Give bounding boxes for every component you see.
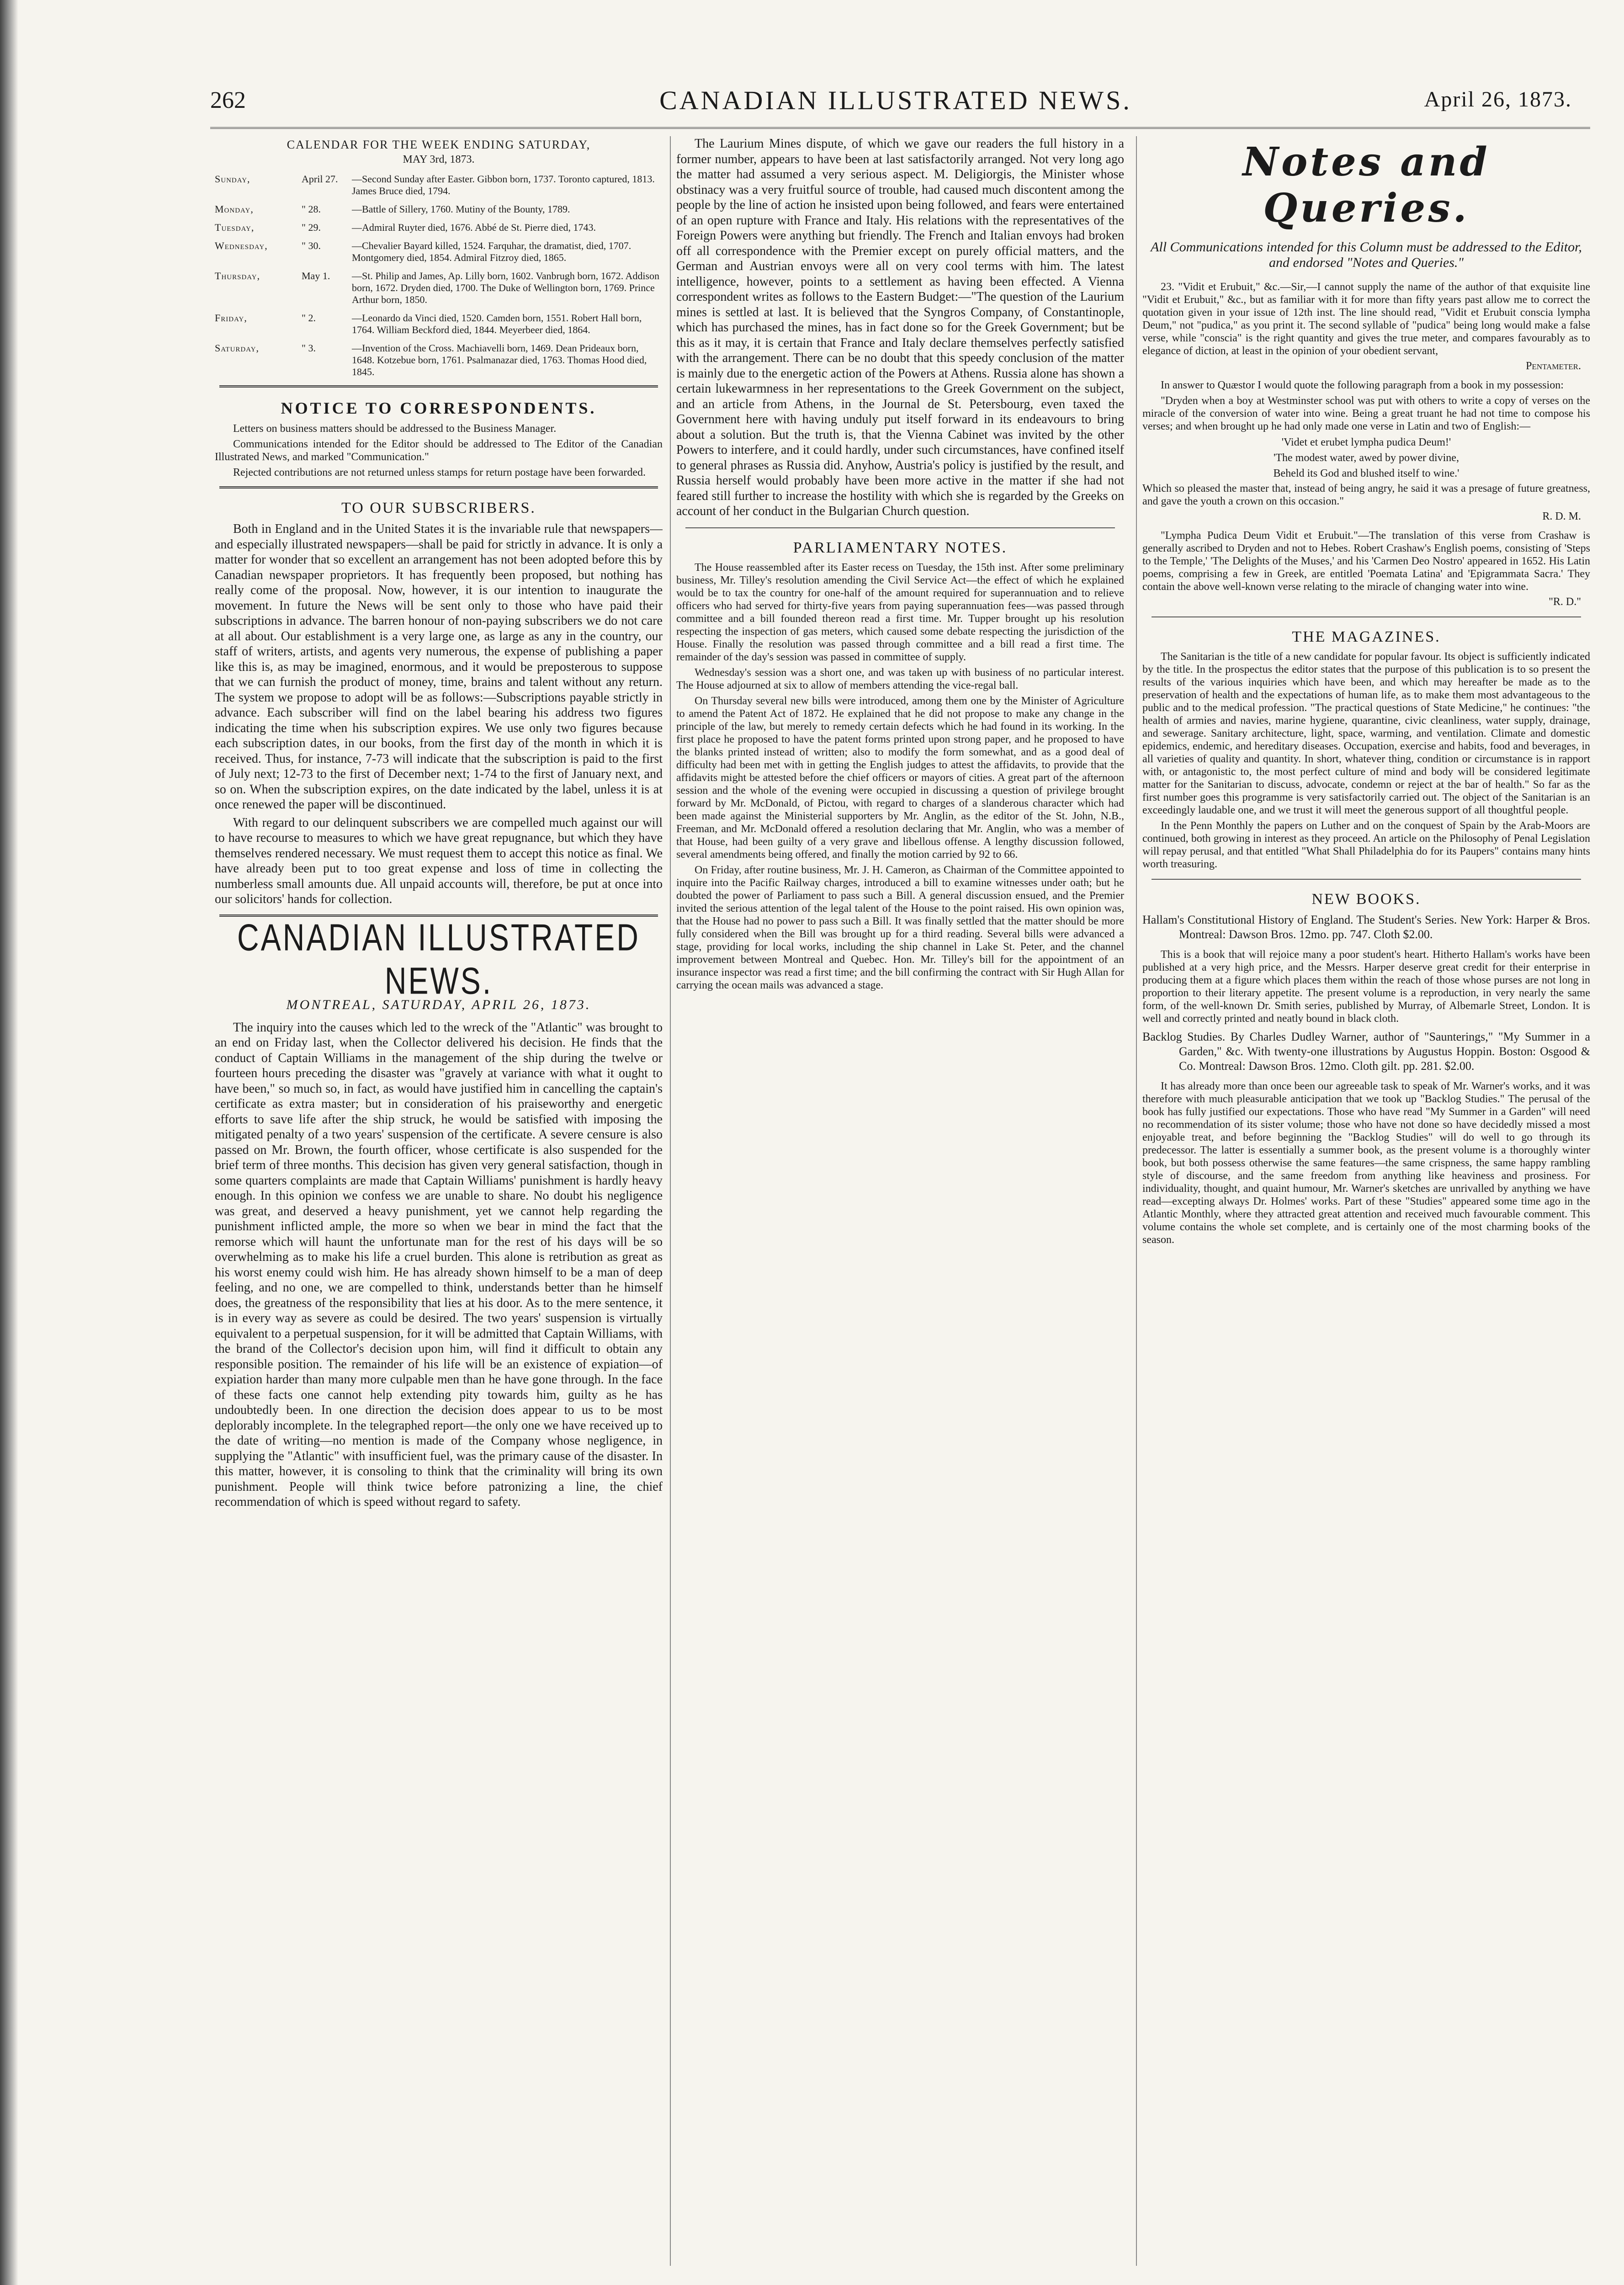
calendar-row bbox=[215, 312, 663, 336]
calendar-text: —Leonardo da Vinci died, 1520. Camden born, 1551. Robert Hall born, 1764. William Beckford died, 1844. Meyerbeer died, 1864. bbox=[352, 312, 642, 335]
calendar-title: CALENDAR FOR THE WEEK ENDING SATURDAY, bbox=[287, 138, 591, 151]
page-header bbox=[192, 82, 1599, 119]
subscribers-paragraph: With regard to our delinquent subscribers we are compelled much against our will to have recourse to measures to which we have great repugnance, but which they have themselves rendered necessary. We must request them to accept this notice as final. We have already been put to too great expense and loss of time in collecting the numberless small amounts due. All unpaid accounts will, therefore, be put at once into our solicitors' hands for collection. bbox=[215, 815, 663, 906]
calendar-row bbox=[215, 203, 663, 215]
calendar-date: May 1. bbox=[302, 270, 330, 282]
signature: Pentameter. bbox=[1526, 360, 1581, 372]
calendar-subtitle: MAY 3rd, 1873. bbox=[403, 154, 475, 165]
book-review: It has already more than once been our agreeable task to speak of Mr. Warner's works, and it was therefore with much pleasurable anticipation that we took up "Backlog Studies." The perusal of the book has fully justified our expectations. Those who have read "My Summer in a Garden" will need no recommendation of its sister volume; those who have not done so have decidedly missed a most enjoyable treat, and before beginning the "Backlog Studies" will do well to go through its predecessor. The latter is essentially a summer book, as the present volume is a thoroughly winter book, but both possess otherwise the same features—the same crispness, the same happy rambling style of discourse, and the same freedom from anything like heaviness and prosiness. For individuality, thought, and quaint humour, Mr. Warner's sketches are unrivalled by anything we have read—excepting always Dr. Holmes' works. Part of these "Studies" appeared some time ago in the Atlantic Monthly, where they attracted great attention and received much favourable comment. This volume contains the whole set complete, and is certainly one of the most charming books of the season. bbox=[1142, 1080, 1590, 1246]
calendar-day: Saturday, bbox=[215, 342, 260, 354]
paper-dateline: MONTREAL, SATURDAY, APRIL 26, 1873. bbox=[286, 997, 591, 1012]
parliament-paragraph: On Thursday several new bills were introduced, among them one by the Minister of Agriculture to amend the Patent Act of 1872. He explained that he did not propose to make any change in the principle of the law, but merely to remedy certain defects which he had found in its working. In the first place he proposed to have the patent forms printed upon strong paper, and he proposed to have the blanks printed instead of written; also to modify the form somewhat, and as a good deal of difficulty had been met with in getting the English judges to attest the affidavits, to provide that the affidavits might be attested before the chief officers or mayors of cities. A great part of the afternoon session and the whole of the evening were occupied in discussing a question of privilege brought forward by Mr. McDonald, of Pictou, with regard to charges of a slanderous character which had been made against the Ministerial supporters by Mr. Anglin, as the editor of the St. John, N.B., Freeman, and Mr. McDonald offered a resolution declaring that Mr. Anglin, who was a member of that House, had been guilty of a very grave and libellous offense. A lengthy discussion followed, several amendments being offered, and finally the motion carried by 92 to 66. bbox=[676, 695, 1124, 861]
calendar-date: " 3. bbox=[302, 342, 316, 354]
column-left bbox=[215, 136, 663, 2275]
notes-paragraph: In answer to Quæstor I would quote the following paragraph from a book in my possession: bbox=[1161, 379, 1564, 391]
calendar-text: —Admiral Ruyter died, 1676. Abbé de St. Pierre died, 1743. bbox=[352, 222, 596, 233]
calendar-row bbox=[215, 240, 663, 264]
book-entry: Backlog Studies. By Charles Dudley Warner, author of "Saunterings," "My Summer in a Garden," &c. With twenty-one illustrations by Augustus Hoppin. Boston: Osgood & Co. Montreal: Dawson Bros. 12mo. Cloth gilt. pp. 281. $2.00. bbox=[1142, 1030, 1590, 1073]
calendar-date: " 30. bbox=[302, 240, 321, 251]
magazines-paragraph: The Sanitarian is the title of a new candidate for popular favour. Its object is sufficiently indicated by the title. In the prospectus the editor states that the purpose of this publication is to so present the results of the various inquiries which have been, and which may hereafter be made as to the preservation of health and the expectations of human life, as to make them most advantageous to the public and to the medical profession. "The practical questions of State Medicine," he continues: "the health of armies and navies, marine hygiene, quarantine, civic cleanliness, water supply, drainage, and sewerage. Sanitary architecture, light, space, warming, and ventilation. Climate and domestic epidemics, endemic, and hereditary diseases. Occupation, exercise and habits, food and beverages, in all varieties of quality and quantity. In short, whatever thing, condition or circumstance is in rapport with, or antagonistic to, the most perfect culture of mind and body will be considered legitimate matter for the Sanitarian to discuss, advocate, condemn or reject at the bar of health." So far as the first number goes this programme is very satisfactorily carried out. The object of the Sanitarian is an exceedingly laudable one, and we trust it will meet the generous support of all thoughtful people. bbox=[1142, 651, 1590, 816]
notes-queries-heading: Notes and Queries. bbox=[1242, 139, 1490, 231]
magazines-paragraph: In the Penn Monthly the papers on Luther and on the conquest of Spain by the Arab-Moors are continued, both growing in interest as they proceed. An article on the Philosophy of Penal Legislation will repay perusal, and that entitled "What Shall Philadelphia do for its Paupers" contains many hints worth treasuring. bbox=[1142, 820, 1590, 870]
calendar-row bbox=[215, 222, 663, 234]
calendar-text: —Invention of the Cross. Machiavelli born, 1469. Dean Prideaux born, 1648. Kotzebue born, 1761. Psalmanazar died, 1763. Thomas Hood died, 1845. bbox=[352, 342, 647, 377]
header-rule bbox=[210, 127, 1590, 129]
calendar-text: —St. Philip and James, Ap. Lilly born, 1602. Vanbrugh born, 1672. Addison born, 1672. Dryden died, 1700. The Duke of Wellington born, 1769. Prince Arthur born, 1850. bbox=[352, 270, 660, 305]
section-rule bbox=[219, 385, 658, 388]
column-divider bbox=[670, 136, 671, 2266]
books-heading: NEW BOOKS. bbox=[1311, 891, 1421, 908]
calendar-text: —Chevalier Bayard killed, 1524. Farquhar, the dramatist, died, 1707. Montgomery died, 1854. Admiral Fitzroy died, 1865. bbox=[352, 240, 632, 263]
editorial-laurium: The Laurium Mines dispute, of which we gave our readers the full history in a former number, appears to have been at last satisfactorily arranged. Not very long ago the matter had assumed a very serious aspect. M. Deligiorgis, the Minister whose obstinacy was a very fruitful source of trouble, had caused much discontent among the people by the line of action he insisted upon being followed, and fears were entertained of an open rupture with France and Italy. His relations with the representatives of the Foreign Powers were anything but friendly. The French and Italian envoys had broken off all correspondence with the Premier except on purely official matters, and the German and Austrian envoys were all on very cool terms with him. The latest intelligence, however, points to a settlement as having been effected. A Vienna correspondent writes as follows to the Eastern Budget:—"The question of the Laurium mines is settled at last. It is believed that the Syngros Company, of Constantinople, which has purchased the mines, has in fact done so for the Greek Government; but be this as it may, it is certain that France and Italy declare themselves perfectly satisfied with the arrangement. There can be no doubt that this speedy conclusion of the matter is mainly due to the energetic action of the Powers at Athens. Russia alone has shown a certain lukewarmness in her representations to the Greek Government on the subject, and an article from Athens, in the Journal de St. Petersbourg, even taxed the Government here with having unduly put itself forward in its endeavours to bring about a solution. But the truth is, that the Vienna Cabinet was invited by the other Powers to interfere, and it could hardly, under such circumstances, have confined itself to general phrases as Russia did. Anyhow, Austria's policy is justified by the result, and Russia herself would probably have been more active in the matter if she had not feared still further to increase the hostility with which she is regarded by the Greeks on account of her conduct in the Bulgarian Church question. bbox=[676, 137, 1124, 518]
calendar-date: April 27. bbox=[302, 173, 338, 185]
calendar-text: —Second Sunday after Easter. Gibbon born, 1737. Toronto captured, 1813. James Bruce died, 1794. bbox=[352, 173, 655, 197]
page-edge-shadow bbox=[0, 0, 18, 2285]
column-middle bbox=[676, 136, 1124, 2275]
book-entry: Hallam's Constitutional History of England. The Student's Series. New York: Harper & Bros. Montreal: Dawson Bros. 12mo. pp. 747. Cloth $2.00. bbox=[1142, 913, 1590, 941]
signature: R. D. M. bbox=[1542, 510, 1581, 522]
calendar-day: Tuesday, bbox=[215, 222, 255, 233]
calendar-text: —Battle of Sillery, 1760. Mutiny of the Bounty, 1789. bbox=[352, 203, 570, 215]
notes-paragraph: "Lympha Pudica Deum Vidit et Erubuit."—The translation of this verse from Crashaw is generally ascribed to Dryden and not to Hebes. Robert Crashaw's English poems, consisting of 'Steps to the Temple,' 'The Delights of the Muses,' and his 'Carmen Deo Nostro' appeared in 1652. His Latin poems, comprising a few in Greek, are entitled 'Poemata Latina' and 'Epigrammata Sacra.' They contain the above well-known verse relating to the miracle of changing water into wine. bbox=[1142, 530, 1590, 593]
calendar-date: " 2. bbox=[302, 312, 316, 324]
section-rule bbox=[219, 486, 658, 489]
calendar-day: Wednesday, bbox=[215, 240, 268, 251]
subscribers-paragraph: Both in England and in the United States it is the invariable rule that newspapers—and especially illustrated newspapers—shall be paid for strictly in advance. It is only a matter for wonder that so excellent an arrangement has not been adopted before this by Canadian newspaper proprietors. It has frequently been proposed, but nothing has really come of the proposal. Now, however, it is our intention to inaugurate the movement. In future the News will be sent only to those who have paid their subscriptions in advance. The barren honour of non-paying subscribers we do not care at all about. Our establishment is a very large one, as large as any in the country, our staff of writers, artists, and agents very numerous, the expense of publishing a paper like this is, as may be imagined, enormous, and it would be preposterous to suppose that we can furnish the product of money, time, brains and talent without any return. The system we propose to adopt will be as follows:—Subscriptions payable strictly in advance. Each subscriber will find on the label bearing his address two figures indicating the time when his subscription expires. We use only two figures because each subscription dates, in our books, from the first day of the month in which it is received. Thus, for instance, 7-73 will indicate that the subscription is paid to the first of July next; 12-73 to the first of December next; 1-74 to the first of January next, and so on. When the subscription expires, on the date indicated by the label, unless it is at once renewed the paper will be discontinued. bbox=[215, 522, 663, 812]
calendar-day: Monday, bbox=[215, 203, 254, 215]
notes-paragraph: 23. "Vidit et Erubuit," &c.—Sir,—I cannot supply the name of the author of that exquisite line "Vidit et Erubuit," &c., but as familiar with it for more than fifty years past allow me to correct the quotation given in your issue of 12th inst. The line should read, "Vidit et Erubuit conscia lympha Deum," not "pudica," as you print it. The second syllable of "pudica" being long would make a false verse, while "conscia" is the right quantity and gives the true meter, and compares favourably as to elegance of diction, at least in the opinion of your obedient servant, bbox=[1142, 281, 1590, 357]
calendar-row bbox=[215, 270, 663, 306]
calendar-list bbox=[215, 173, 663, 378]
notice-paragraph: Rejected contributions are not returned unless stamps for return postage have been forwarded. bbox=[233, 467, 646, 478]
verse-line: Beheld its God and blushed itself to wine.' bbox=[1273, 468, 1459, 479]
calendar-day: Sunday, bbox=[215, 173, 250, 185]
calendar-day: Thursday, bbox=[215, 270, 260, 282]
parliament-paragraph: The House reassembled after its Easter recess on Tuesday, the 15th inst. After some preliminary business, Mr. Tilley's resolution amending the Civil Service Act—the effect of which he explained would be to tax the country for one-half of the amount required for superannuation and to relieve officers who had served for thirty-five years from paying superannuation fees—was passed through committee and a bill founded thereon read a first time. Mr. Tupper brought up his resolution respecting the inspection of gas meters, which caused some debate respecting the jurisdiction of the House. Finally the resolution was passed through committee and a bill read a first time. The remainder of the day's session was passed in committee of supply. bbox=[676, 561, 1124, 663]
book-review: This is a book that will rejoice many a poor student's heart. Hitherto Hallam's works have been published at a very high price, and the Messrs. Harper deserve great credit for their enterprise in producing them at a figure which places them within the reach of those whose purses are not long in proportion to their literary appetite. The present volume is a reproduction, in very nearly the same form, of the well-known Dr. Smith series, published by Murray, of Albemarle Street, London. It is well and correctly printed and neatly bound in black cloth. bbox=[1142, 949, 1590, 1025]
notes-paragraph: Which so pleased the master that, instead of being angry, he said it was a presage of future greatness, and gave the youth a crown on this occasion." bbox=[1142, 483, 1590, 507]
section-rule bbox=[1152, 879, 1581, 880]
calendar-day: Friday, bbox=[215, 312, 247, 324]
column-right bbox=[1142, 136, 1590, 2275]
verse-line: 'Videt et erubet lympha pudica Deum!' bbox=[1281, 436, 1451, 448]
column-divider bbox=[1136, 136, 1137, 2266]
editorial-atlantic: The inquiry into the causes which led to the wreck of the "Atlantic" was brought to an end on Friday last, when the Collector delivered his decision. He finds that the conduct of Captain Williams in the management of the ship during the twelve or fourteen hours preceding the disaster was "gravely at variance with what it ought to have been," so much so, in fact, as would have justified him in cancelling the captain's certificate as extra master; but in consideration of his praiseworthy and energetic efforts to save life after the ship struck, he would be satisfied with imposing the mitigated penalty of a two years' suspension of the certificate. A severe censure is also passed on Mr. Brown, the fourth officer, whose certificate is also suspended for the brief term of three months. This decision has given very general satisfaction, though in some quarters complaints are made that Captain Williams' punishment is hardly heavy enough. In this opinion we confess we are unable to share. No doubt his negligence was great, and deserved a heavy punishment, yet we cannot help regarding the punishment inflicted ample, the more so when we bear in mind the fact that the remorse which will haunt the unfortunate man for the rest of his days will be so overwhelming as to make his life a cruel burden. This alone is retribution as great as his worst enemy could wish him. He has already shown himself to be a man of deep feeling, and no one, we are compelled to think, understands better than he himself does, the greatness of the responsibility that lies at his door. As to the mere sentence, it is in every way as severe as could be desired. The two years' suspension is virtually equivalent to a perpetual suspension, for it will be admitted that Captain Williams, with the brand of the Collector's decision upon him, will find it difficult to obtain any responsible position. The remainder of his life will be an existence of expiation—of expiation harder than many more culpable men than he have gone through. In the face of these facts one cannot help extending pity towards him, guilty as he has undoubtedly been. In one direction the decision does appear to us to be most deplorably incomplete. In the telegraphed report—the only one we have received up to the date of writing—no mention is made of the Company whose negligence, in supplying the "Atlantic" with insufficient fuel, was the primary cause of the disaster. In this matter, however, it is consoling to think that the criminality will bring its own punishment. People will think twice before patronizing a line, the chief recommendation of which is speed without regard to safety. bbox=[215, 1020, 663, 1509]
parliament-heading: PARLIAMENTARY NOTES. bbox=[793, 539, 1008, 556]
verse-line: 'The modest water, awed by power divine, bbox=[1274, 452, 1459, 464]
masthead: CANADIAN ILLUSTRATED NEWS. bbox=[659, 85, 1132, 115]
calendar-date: " 29. bbox=[302, 222, 321, 233]
signature: "R. D." bbox=[1549, 596, 1581, 608]
parliament-paragraph: Wednesday's session was a short one, and was taken up with business of no particular interest. The House adjourned at six to allow of members attending the vice-regal ball. bbox=[676, 666, 1124, 691]
calendar-row bbox=[215, 173, 663, 197]
paper-title: CANADIAN ILLUSTRATED NEWS. bbox=[237, 915, 640, 1002]
calendar-date: " 28. bbox=[302, 203, 321, 215]
notes-paragraph: "Dryden when a boy at Westminster school was put with others to write a copy of verses on the miracle of the conversion of water into wine. Being a great truant he had not time to compose his verses; and when brought up he had only made one verse in Latin and two of English:— bbox=[1142, 395, 1590, 432]
subscribers-heading: TO OUR SUBSCRIBERS. bbox=[341, 500, 536, 516]
section-rule bbox=[685, 527, 1115, 528]
parliament-paragraph: On Friday, after routine business, Mr. J. H. Cameron, as Chairman of the Committee appointed to inquire into the Pacific Railway charges, introduced a bill to examine witnesses under oath; but he doubted the power of Parliament to pass such a Bill. A general discussion ensued, and the Premier invited the serious attention of the legal talent of the House to the point raised. His own opinion was, that the House had no power to pass such a Bill. It was finally settled that the matter should be more fully considered when the Bill was brought up for a third reading. Several bills were advanced a stage, providing for local works, including the ship channel in Lake St. Peter, and the channel improvement between Montreal and Quebec. Hon. Mr. Tilley's bill for the appointment of an insurance inspector was read a first time; and the bill confirming the contract with Sir Hugh Allan for carrying the ocean mails was advanced a stage. bbox=[676, 864, 1124, 991]
notice-heading: NOTICE TO CORRESPONDENTS. bbox=[281, 399, 597, 417]
notice-paragraph: Letters on business matters should be addressed to the Business Manager. bbox=[233, 423, 557, 435]
notice-paragraph: Communications intended for the Editor should be addressed to The Editor of the Canadian Illustrated News, and marked "Communication." bbox=[215, 438, 663, 463]
notes-queries-subtitle: All Communications intended for this Column must be addressed to the Editor, and endorsed "Notes and Queries." bbox=[1151, 239, 1582, 270]
page-number: 262 bbox=[210, 87, 246, 113]
issue-date: April 26, 1873. bbox=[1424, 87, 1572, 112]
magazines-heading: THE MAGAZINES. bbox=[1292, 628, 1441, 645]
section-rule bbox=[1152, 616, 1581, 617]
calendar-row bbox=[215, 342, 663, 378]
